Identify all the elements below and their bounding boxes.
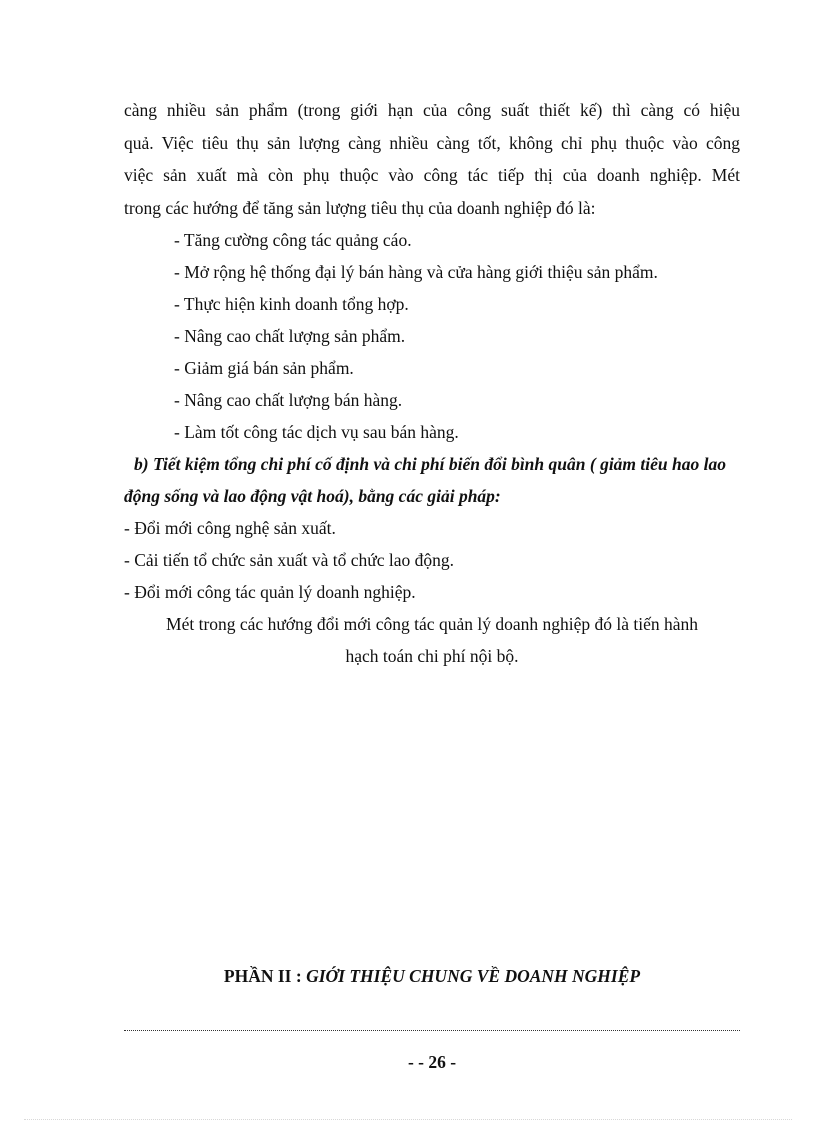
list-item: - Cải tiến tổ chức sản xuất và tổ chức lao động. — [124, 550, 454, 570]
list-item: - Đổi mới công tác quản lý doanh nghiệp. — [124, 582, 416, 602]
section-b-heading: b) Tiết kiệm tổng chi phí cố định và chi phí biến đổi bình quân ( giảm tiêu hao lao động sống và lao động vật hoá), bằng các giải pháp: — [124, 454, 726, 506]
list-item: - Nâng cao chất lượng sản phẩm. — [174, 326, 406, 346]
part-title: GIỚI THIỆU CHUNG VỀ DOANH NGHIỆP — [306, 966, 641, 986]
list-item: - Nâng cao chất lượng bán hàng. — [174, 390, 403, 410]
part-heading — [124, 966, 740, 987]
intro-line: quả. Việc tiêu thụ sản lượng càng nhiều càng tốt, không chỉ phụ thuộc vào công — [124, 132, 740, 153]
intro-line: trong các hướng để tăng sản lượng tiêu thụ của doanh nghiệp đó là: — [124, 197, 596, 218]
part-label: PHẦN II : — [223, 966, 307, 986]
list-item: - Thực hiện kinh doanh tổng hợp. — [174, 294, 409, 314]
measures-list — [174, 224, 734, 448]
list-item: - Giảm giá bán sản phẩm. — [174, 358, 354, 378]
page-number: - - 26 - — [407, 1052, 457, 1072]
intro-paragraph — [124, 94, 740, 224]
list-item: - Mở rộng hệ thống đại lý bán hàng và cửa hàng giới thiệu sản phẩm. — [174, 262, 658, 282]
footer-divider — [124, 1030, 740, 1031]
conclusion-line: hạch toán chi phí nội bộ. — [345, 646, 519, 666]
list-item: - Làm tốt công tác dịch vụ sau bán hàng. — [174, 422, 459, 442]
conclusion-line: Mét trong các hướng đổi mới công tác quản lý doanh nghiệp đó là tiến hành — [166, 614, 698, 634]
page-bottom-divider — [24, 1119, 792, 1120]
solutions-list — [124, 512, 724, 608]
intro-line: việc sản xuất mà còn phụ thuộc vào công tác tiếp thị của doanh nghiệp. Mét — [124, 165, 740, 185]
list-item: - Đổi mới công nghệ sản xuất. — [124, 518, 336, 538]
intro-line: càng nhiều sản phẩm (trong giới hạn của công suất thiết kế) thì càng có hiệu — [124, 100, 740, 120]
conclusion-paragraph — [124, 608, 740, 672]
list-item: - Tăng cường công tác quảng cáo. — [174, 230, 412, 250]
